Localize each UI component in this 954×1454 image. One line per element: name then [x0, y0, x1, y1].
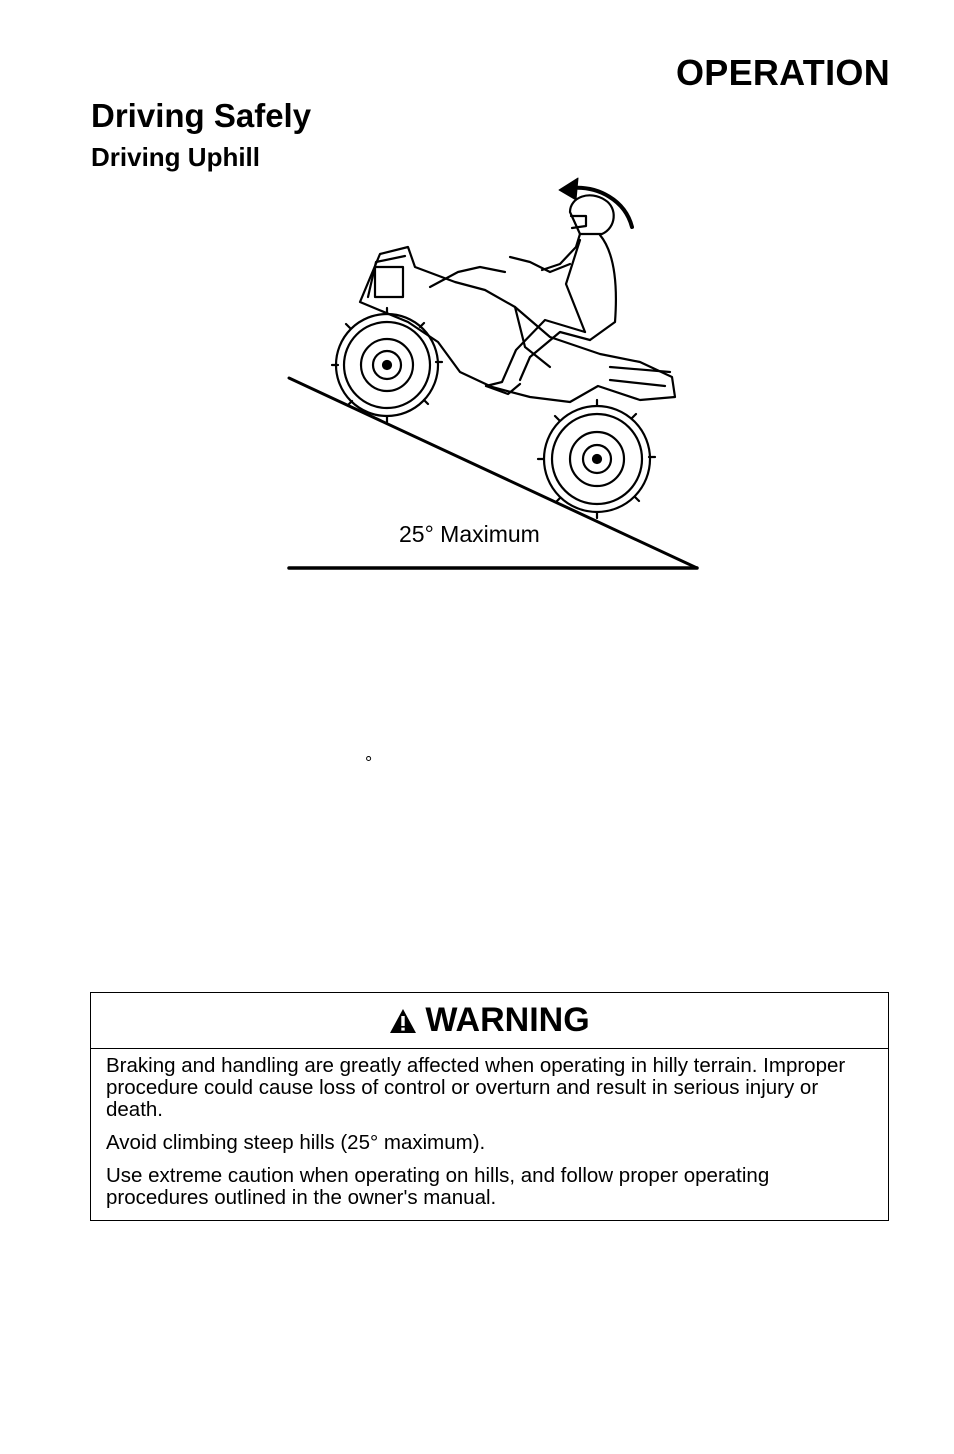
atv-body — [360, 247, 675, 402]
lean-forward-arrow-icon — [559, 178, 632, 227]
section-header: OPERATION — [675, 52, 890, 93]
slope-angle-label: 25° Maximum — [399, 521, 540, 547]
rider — [486, 195, 616, 394]
warning-box — [90, 992, 889, 1221]
warning-paragraph: Avoid climbing steep hills (25° maximum). — [106, 1131, 486, 1154]
rear-wheel — [332, 308, 442, 422]
front-wheel — [538, 400, 655, 518]
page-title: Driving Safely — [91, 97, 312, 134]
warning-body — [91, 1049, 888, 1209]
warning-title: WARNING — [425, 1001, 590, 1039]
page-subtitle: Driving Uphill — [91, 142, 260, 172]
degree-mark: ° — [365, 753, 373, 773]
warning-triangle-icon — [389, 1008, 417, 1034]
warning-paragraph: Braking and handling are greatly affected when operating in hilly terrain. Improper procedure could cause loss of control or overturn and result in serious injury or death. — [106, 1054, 846, 1121]
warning-header — [91, 993, 888, 1049]
warning-paragraph: Use extreme caution when operating on hills, and follow proper operating procedures outlined in the owner's manual. — [106, 1164, 770, 1209]
